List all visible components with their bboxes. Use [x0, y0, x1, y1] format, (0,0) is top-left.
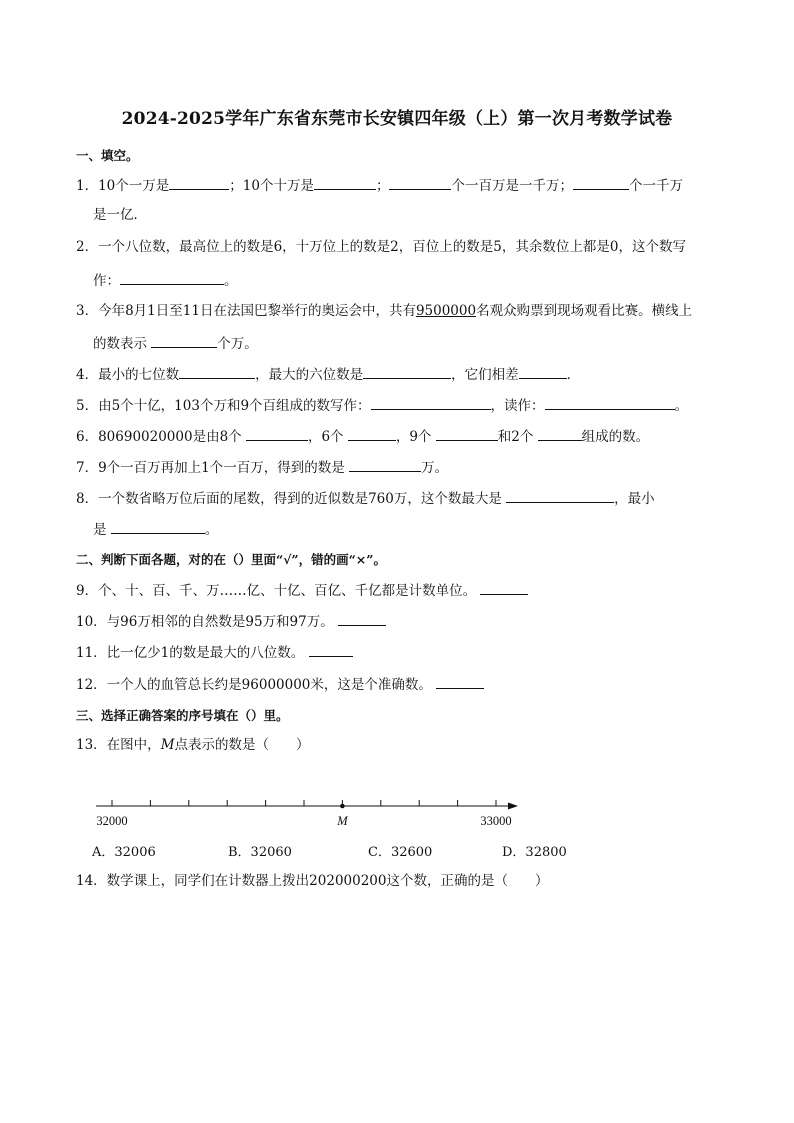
q8-blank-2[interactable] [111, 519, 205, 534]
q6-text-d: 和2个 [497, 429, 538, 445]
question-4 [76, 364, 580, 384]
q8-text-d: 。 [204, 522, 219, 538]
question-8 [76, 488, 655, 508]
q13-text-b: 点表示的数是（ ） [174, 737, 310, 753]
number-line-end-label: 33000 [480, 814, 512, 828]
question-3-cont [93, 333, 258, 353]
page-title: 2024-2025学年广东省东莞市长安镇四年级（上）第一次月考数学试卷 [121, 109, 673, 129]
question-10 [76, 611, 386, 631]
q6-blank-4[interactable] [538, 426, 582, 441]
q1-text-e: 个一千万 [628, 178, 683, 194]
q8-text-b: ，最小 [614, 491, 655, 507]
q1-text-a: 1．10个一万是 [76, 178, 170, 194]
q3-text-c: 的数表示 [93, 336, 152, 352]
q4-text-a: 4．最小的七位数 [76, 367, 180, 383]
question-7 [76, 457, 448, 477]
q6-blank-3[interactable] [436, 426, 498, 441]
section-2-heading: 二、判断下面各题，对的在（）里面“√”，错的画“×”。 [76, 552, 386, 567]
q10-blank[interactable] [338, 611, 386, 626]
option-d[interactable]: D．32800 [502, 845, 567, 860]
q13-text-a: 13．在图中， [76, 737, 161, 753]
q6-text-c: ，9个 [395, 429, 436, 445]
q9-blank[interactable] [480, 580, 528, 595]
q3-text-a: 3．今年8月1日至11日在法国巴黎举行的奥运会中，共有 [76, 303, 416, 319]
question-14: 14．数学课上，同学们在计数器上拨出202000200这个数，正确的是（ ） [76, 873, 549, 889]
q5-blank-1[interactable] [371, 395, 491, 410]
q13-point-label: M [160, 737, 175, 753]
q2-blank[interactable] [120, 270, 224, 285]
question-3 [76, 302, 692, 320]
question-1 [76, 175, 683, 195]
q4-blank-1[interactable] [179, 364, 255, 379]
q3-text-d: 个万。 [217, 336, 258, 352]
q10-text: 10．与96万相邻的自然数是95万和97万。 [76, 614, 334, 630]
q7-text-b: 万。 [421, 460, 449, 476]
q4-blank-2[interactable] [363, 364, 451, 379]
question-9 [76, 580, 528, 600]
q1-blank-3[interactable] [389, 175, 451, 190]
question-2-cont [93, 270, 238, 290]
question-5 [76, 395, 688, 415]
q6-text-b: ，6个 [307, 429, 348, 445]
q1-text-c: ； [375, 178, 390, 194]
q11-blank[interactable] [309, 642, 353, 657]
question-11 [76, 642, 353, 662]
q6-blank-1[interactable] [246, 426, 308, 441]
q8-blank-1[interactable] [506, 488, 614, 503]
section-3-heading: 三、选择正确答案的序号填在（）里。 [76, 708, 289, 723]
q5-text-a: 5．由5个十亿，103个万和9个百组成的数写作： [76, 398, 371, 414]
question-6 [76, 426, 649, 446]
question-2: 2．一个八位数，最高位上的数是6，十万位上的数是2，百位上的数是5，其余数位上都是0，这个数写 [76, 239, 686, 255]
q7-text-a: 7．9个一百万再加上1个一百万，得到的数是 [76, 460, 350, 476]
q1-text-d: 个一百万是一千万； [451, 178, 573, 194]
option-b[interactable]: B．32060 [228, 845, 292, 860]
number-line-ticks [112, 800, 496, 806]
q12-text: 12．一个人的血管总长约是96000000米，这是个准确数。 [76, 677, 432, 693]
q1-blank-1[interactable] [169, 175, 229, 190]
section-1-heading: 一、填空。 [76, 148, 139, 163]
number-line-start-label: 32000 [96, 814, 128, 828]
option-a[interactable]: A．32006 [92, 845, 156, 860]
q5-text-c: 。 [674, 398, 689, 414]
q1-blank-2[interactable] [314, 175, 376, 190]
question-8-cont [93, 519, 218, 539]
q1-text-b: ；10个十万是 [229, 178, 314, 194]
q4-text-b: ，最大的六位数是 [255, 367, 364, 383]
q3-underlined-number: 9500000 [415, 303, 477, 319]
q5-blank-2[interactable] [545, 395, 675, 410]
option-c[interactable]: C．32600 [368, 845, 433, 860]
q3-blank[interactable] [151, 333, 217, 348]
question-12 [76, 674, 484, 694]
q6-blank-2[interactable] [348, 426, 396, 441]
q11-text: 11．比一亿少1的数是最大的八位数。 [76, 645, 305, 661]
q4-blank-3[interactable] [519, 364, 567, 379]
q6-text-e: 组成的数。 [581, 429, 650, 445]
q4-text-d: ． [566, 367, 581, 383]
q2-text-c: 。 [224, 273, 238, 289]
point-m-marker [340, 804, 345, 809]
q8-text-c: 是 [93, 522, 111, 538]
q9-text: 9．个、十、百、千、万……亿、十亿、百亿、千亿都是计数单位。 [76, 583, 477, 599]
q8-text-a: 8．一个数省略万位后面的尾数，得到的近似数是760万，这个数最大是 [76, 491, 507, 507]
q5-text-b: ，读作： [490, 398, 545, 414]
q7-blank[interactable] [349, 457, 421, 472]
question-13 [76, 736, 310, 754]
q4-text-c: ，它们相差 [451, 367, 519, 383]
q3-text-b: 名观众购票到现场观看比赛。横线上 [476, 303, 693, 319]
number-line-arrow-icon [508, 803, 518, 810]
q6-text-a: 6．80690020000是由8个 [76, 429, 246, 445]
q12-blank[interactable] [436, 674, 484, 689]
question-1-cont: 是一亿． [93, 207, 147, 223]
q1-blank-4[interactable] [573, 175, 629, 190]
point-m-label: M [337, 814, 348, 828]
number-line-figure [0, 790, 794, 840]
q2-text-b: 作： [93, 273, 120, 289]
